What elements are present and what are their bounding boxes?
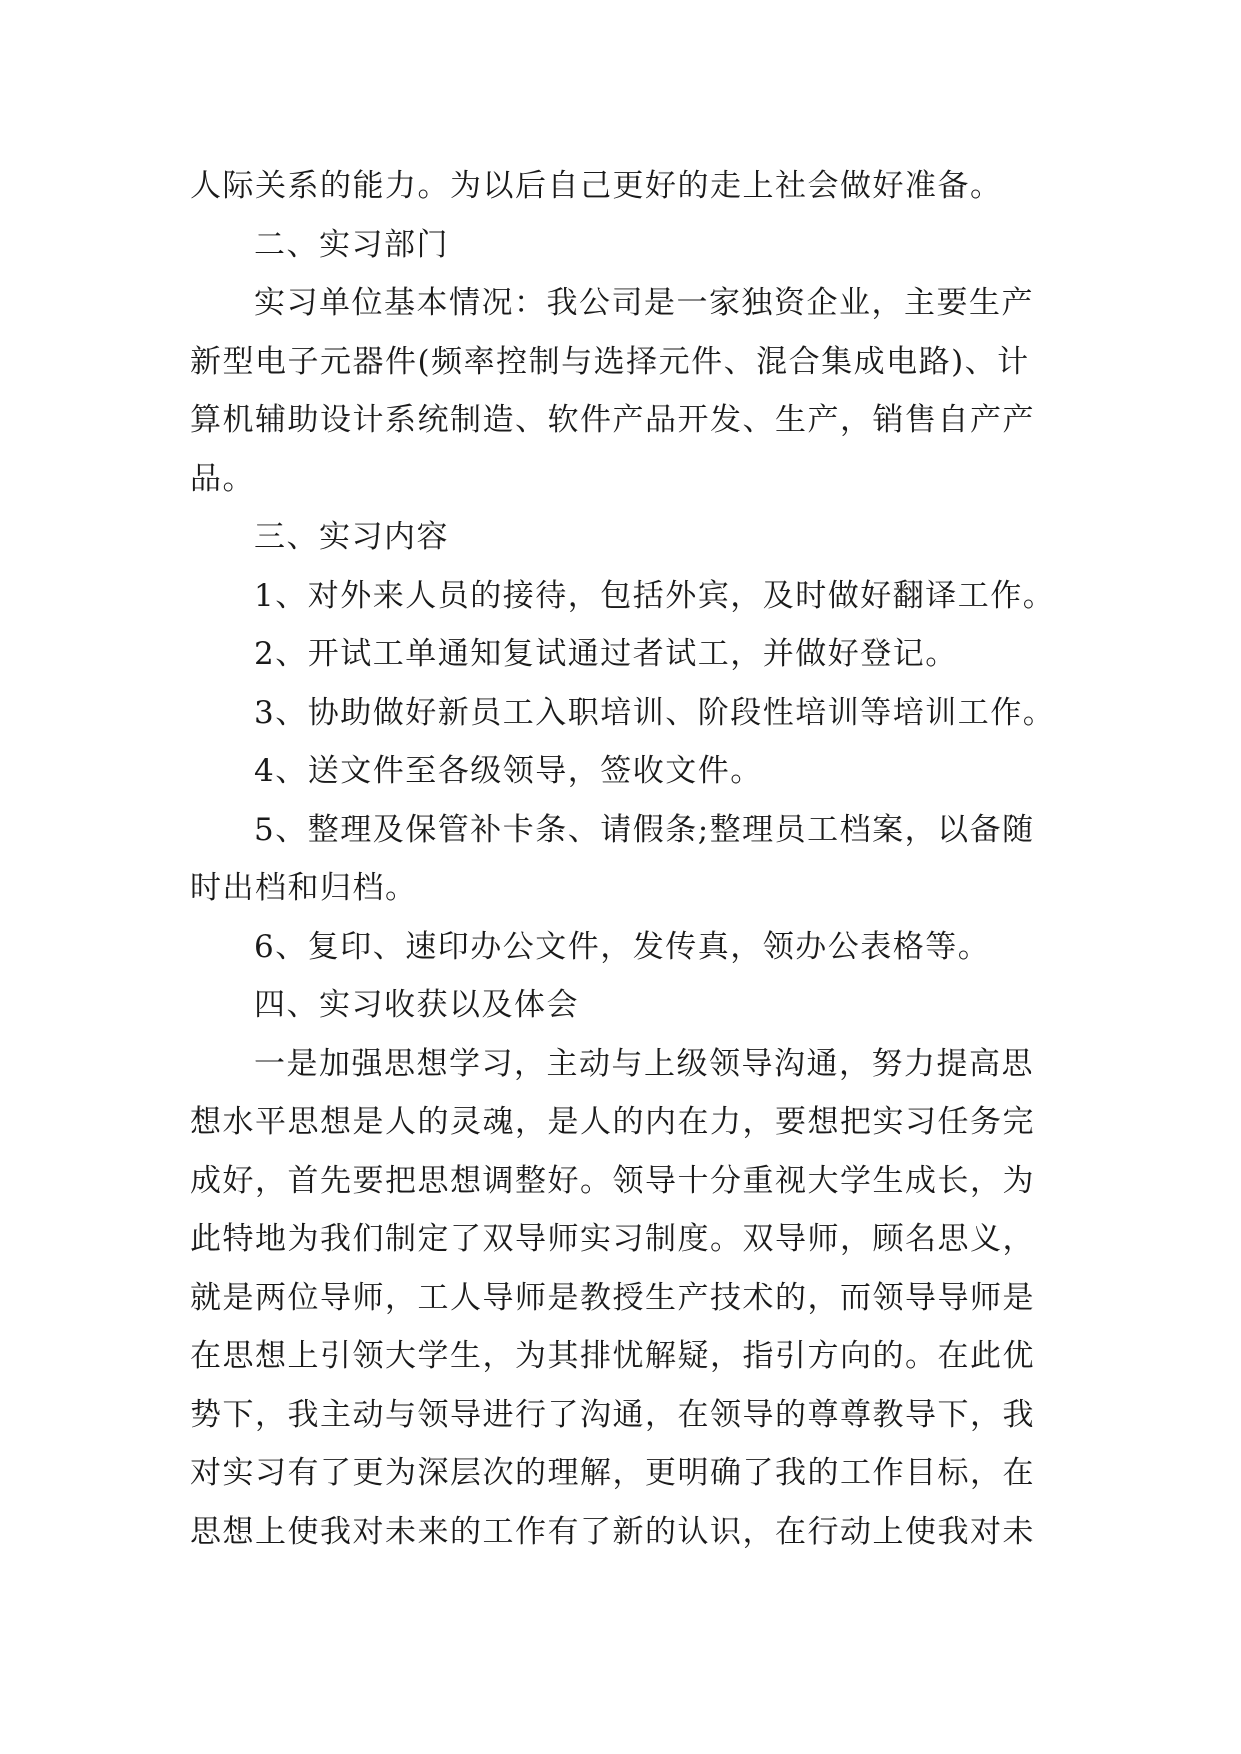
text-line: 成好，首先要把思想调整好。领导十分重视大学生成长，为	[190, 1162, 1035, 1199]
text-line: 新型电子元器件(频率控制与选择元件、混合集成电路)、计	[190, 343, 1030, 380]
text-line: 思想上使我对未来的工作有了新的认识，在行动上使我对未	[190, 1513, 1035, 1550]
text-line: 人际关系的能力。为以后自己更好的走上社会做好准备。	[190, 168, 1003, 204]
text-line: 品。	[190, 460, 255, 497]
text-line: 对实习有了更为深层次的理解，更明确了我的工作目标，在	[190, 1455, 1035, 1491]
text-line: 就是两位导师，工人导师是教授生产技术的，而领导导师是	[190, 1279, 1035, 1316]
text-line: 此特地为我们制定了双导师实习制度。双导师，顾名思义，	[190, 1221, 1035, 1257]
list-item: 5、整理及保管补卡条、请假条;整理员工档案，以备随	[254, 811, 1035, 848]
list-item: 3、协助做好新员工入职培训、阶段性培训等培训工作。	[254, 694, 1056, 731]
text-line: 想水平思想是人的灵魂，是人的内在力，要想把实习任务完	[190, 1104, 1035, 1140]
text-line: 时出档和归档。	[190, 870, 418, 906]
text-line: 算机辅助设计系统制造、软件产品开发、生产，销售自产产	[190, 402, 1035, 438]
list-item: 4、送文件至各级领导，签收文件。	[254, 753, 763, 789]
list-item: 6、复印、速印办公文件，发传真，领办公表格等。	[254, 928, 991, 965]
list-item: 1、对外来人员的接待，包括外宾，及时做好翻译工作。	[254, 577, 1056, 614]
list-item: 2、开试工单通知复试通过者试工，并做好登记。	[254, 636, 958, 672]
section-heading: 二、实习部门	[254, 226, 449, 263]
text-line: 实习单位基本情况：我公司是一家独资企业，主要生产	[254, 285, 1034, 321]
text-line: 一是加强思想学习，主动与上级领导沟通，努力提高思	[254, 1045, 1034, 1082]
text-line: 势下，我主动与领导进行了沟通，在领导的尊尊教导下，我	[190, 1396, 1035, 1433]
section-heading: 三、实习内容	[254, 519, 449, 555]
document-body	[190, 157, 1070, 1561]
section-heading: 四、实习收获以及体会	[254, 987, 579, 1023]
text-line: 在思想上引领大学生，为其排忧解疑，指引方向的。在此优	[190, 1338, 1035, 1374]
